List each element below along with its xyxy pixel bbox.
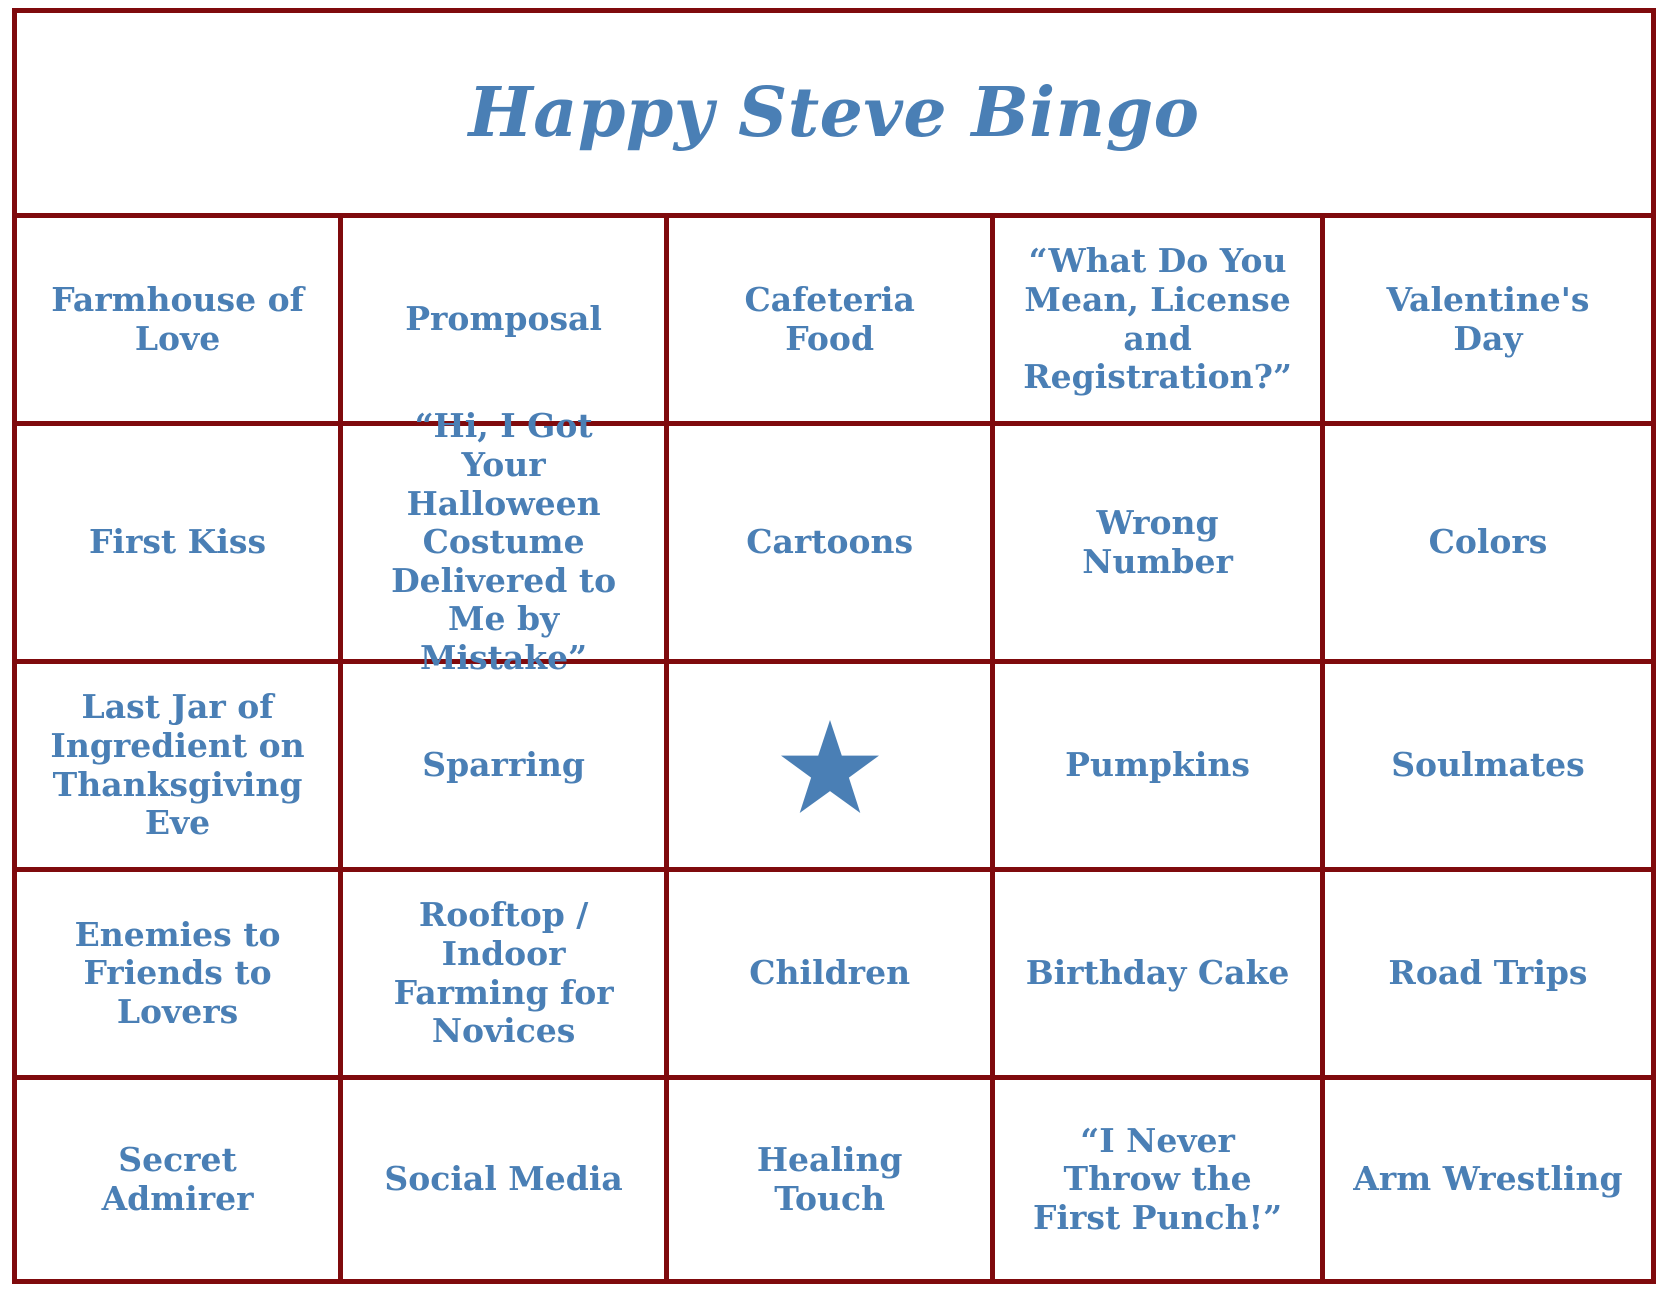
- free-space-cell: [669, 664, 995, 872]
- bingo-cell: Farmhouse of Love: [17, 218, 343, 426]
- bingo-cell: Pumpkins: [995, 664, 1325, 872]
- bingo-cell: Last Jar of Ingredient on Thanksgiving Eve: [17, 664, 343, 872]
- bingo-cell: Enemies to Friends to Lovers: [17, 872, 343, 1080]
- bingo-cell: “Hi, I Got Your Halloween Costume Delivered to Me by Mistake”: [343, 426, 669, 664]
- title-bar: [17, 13, 1651, 218]
- bingo-cell: “I Never Throw the First Punch!”: [995, 1080, 1325, 1279]
- bingo-cell: Valentine's Day: [1325, 218, 1651, 426]
- bingo-grid: [17, 218, 1651, 1279]
- bingo-cell: First Kiss: [17, 426, 343, 664]
- bingo-cell: Colors: [1325, 426, 1651, 664]
- bingo-cell: Soulmates: [1325, 664, 1651, 872]
- bingo-cell: Children: [669, 872, 995, 1080]
- bingo-cell: Cartoons: [669, 426, 995, 664]
- bingo-cell: Birthday Cake: [995, 872, 1325, 1080]
- bingo-cell: Rooftop / Indoor Farming for Novices: [343, 872, 669, 1080]
- bingo-cell: Cafeteria Food: [669, 218, 995, 426]
- bingo-cell: Secret Admirer: [17, 1080, 343, 1279]
- bingo-cell: Healing Touch: [669, 1080, 995, 1279]
- bingo-cell: Social Media: [343, 1080, 669, 1279]
- bingo-cell: Sparring: [343, 664, 669, 872]
- bingo-card: [12, 8, 1656, 1284]
- bingo-title: Happy Steve Bingo: [468, 73, 1200, 153]
- star-icon: [780, 718, 880, 814]
- bingo-cell: Arm Wrestling: [1353, 1159, 1623, 1199]
- bingo-cell: Promposal: [343, 218, 669, 426]
- bingo-cell: Road Trips: [1325, 872, 1651, 1080]
- bingo-cell: Wrong Number: [995, 426, 1325, 664]
- bingo-cell: “What Do You Mean, License and Registration?”: [995, 218, 1325, 426]
